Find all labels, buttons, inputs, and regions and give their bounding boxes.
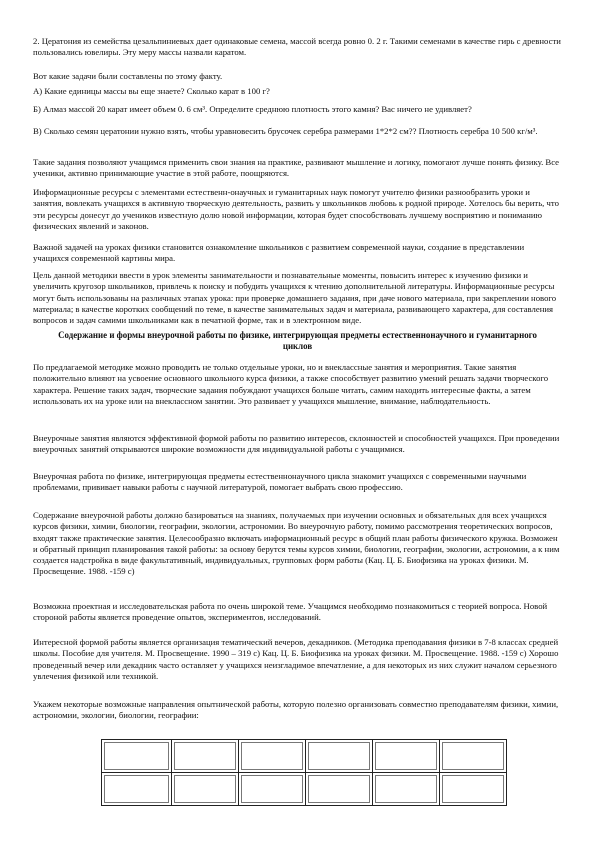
task-b: Б) Алмаз массой 20 карат имеет объем 0. 6 см³. Определите среднюю плотность этого камня? Вас ничего не удивляет?: [33, 104, 472, 114]
table-cell: [239, 773, 306, 806]
table-cell: [373, 740, 440, 773]
paragraph-karat-fact: 2. Цератония из семейства цезальпиниевых дает одинаковые семена, массой всегда ровно 0. 2 г. Такими семенами в качестве гирь с древности пользовались ювелиры. Эту меру массы назвали каратом.: [33, 36, 561, 58]
paragraph-effective-form: Внеурочные занятия являются эффективной формой работы по развитию интересов, склонностей и способностей учащихся. При проведении внеурочных занятий открываются широкие возможности для индивидуальной работы с учащимися.: [33, 433, 560, 455]
paragraph-tasks-intro: Вот какие задачи были составлены по этому факту.: [33, 71, 223, 81]
paragraph-extracurricular: По предлагаемой методике можно проводить не только отдельные уроки, но и внеклассные занятия и мероприятия. Такие занятия положительно влияют на усвоение основного школьного курса физики, а также способствует развитию умений решать задачи творческого характера. Решение таких задач, творческие задания побуждают учащихся больше читать, самим находить интересные факты, а затем использовать их на уроке или на внеклассном занятии. Это развивает у учащихся мышление, внимание, наблюдательность.: [33, 362, 549, 406]
table-cell: [440, 773, 507, 806]
directions-table: [101, 739, 507, 806]
task-a: А) Какие единицы массы вы еще знаете? Сколько карат в 100 г?: [33, 86, 270, 96]
table-cell: [172, 740, 239, 773]
paragraph-integration: Внеурочная работа по физике, интегрирующая предметы естественнонаучного цикла знакомит учащихся с современными научными проблемами, прививает навыки работы с научной литературой, помогает выбрать свою профессию.: [33, 471, 527, 493]
table-cell: [440, 740, 507, 773]
task-c: В) Сколько семян цератонии нужно взять, чтобы уравновесить брусочек серебра размерами 1*2*2 см?? Плотность серебра 10 500 кг/м³.: [33, 126, 538, 136]
table-cell: [306, 740, 373, 773]
paragraph-info-resources: Информационные ресурсы с элементами естественн-онаучных и гуманитарных наук помогут учителю физики разнообразить уроки и занятия, вовлекать учащихся в активную творческую деятельность, развить у школьников любовь к родной природе. Хотелось бы верить, что эти ресурсы донесут до учеников известную долю новой информации, которая будет способствовать лучшему восприятию и пониманию физических явлений и законов.: [33, 187, 559, 231]
table-cell: [172, 773, 239, 806]
paragraph-practice: Такие задания позволяют учащимся применить свои знания на практике, развивают мышление и логику, помогают лучше понять физику. Все ученики, активно принимающие участие в этой работе, поощряются.: [33, 157, 560, 179]
table-cell: [239, 740, 306, 773]
paragraph-evenings: Интересной формой работы является организация тематический вечеров, декадников. (Методика преподавания физики в 7-8 классах средней школы. Пособие для учителя. М. Просвещение. 1990 – 319 с) Кац. Ц. Б. Биофизика на уроках физики. М. Просвещение. 1988. -159 с) Хорошо проведенный вечер или декадник часто оставляет у учащихся неизгладимое впечатление, а для некоторых из них служит началом серьезного увлечения физикой или техникой.: [33, 637, 559, 681]
paragraph-method-goal: Цель данной методики ввести в урок элементы занимательности и познавательные моменты, повысить интерес к изучению физики и увеличить кругозор школьников, привлечь к поиску и побудить учащихся к чтению дополнительной литературы. Информационные ресурсы могут быть использованы на различных этапах урока: при проверке домашнего задания, при даче нового материала, при закреплении нового материала; в качестве коротких сообщений по теме, в качестве занимательных задач и материала, развивающего характера, для составления вопросов и задач самими школьниками как в печатной форме, так и в электронном виде.: [33, 270, 557, 326]
table-cell: [102, 773, 172, 806]
table-row: [102, 740, 507, 773]
paragraph-content: Содержание внеурочной работы должно базироваться на знаниях, получаемых при изучении основных и обязательных для всех учащихся курсов физики, химии, биологии, географии, экологии, астрономии. Во внеурочную работу, помимо рассмотрения теоретических вопросов, входят также практические занятия. Целесообразно включать информационный ресурс в общий план работы физического кружка. Возможен и обратный принцип планирования такой работы: за основу берутся темы курсов химии, биологии, географии, экологии, астрономии, а к ним создается надстройка в виде факультативный, индивидуальных, групповых форм работы (Кац. Ц. Б. Биофизика на уроках физики. М. Просвещение. 1988. -159 с): [33, 510, 560, 577]
section-heading: Содержание и формы внеурочной работы по физике, интегрирующая предметы естественнонаучного и гуманитарного циклов: [58, 330, 537, 352]
paragraph-modern-science: Важной задачей на уроках физики становится ознакомление школьников с развитием современной науки, создание в представлении учащихся современной картины мира.: [33, 242, 525, 264]
table-cell: [373, 773, 440, 806]
table-row: [102, 773, 507, 806]
paragraph-directions: Укажем некоторые возможные направления опытнической работы, которую полезно организовать совместно преподавателям физики, химии, астрономии, экологии, биологии, географии:: [33, 699, 559, 721]
paragraph-project-work: Возможна проектная и исследовательская работа по очень широкой теме. Учащимся необходимо познакомиться с теорией вопроса. Новой стороной работы является проведение опытов, экспериментов, исследований.: [33, 601, 548, 623]
table-cell: [306, 773, 373, 806]
table-cell: [102, 740, 172, 773]
